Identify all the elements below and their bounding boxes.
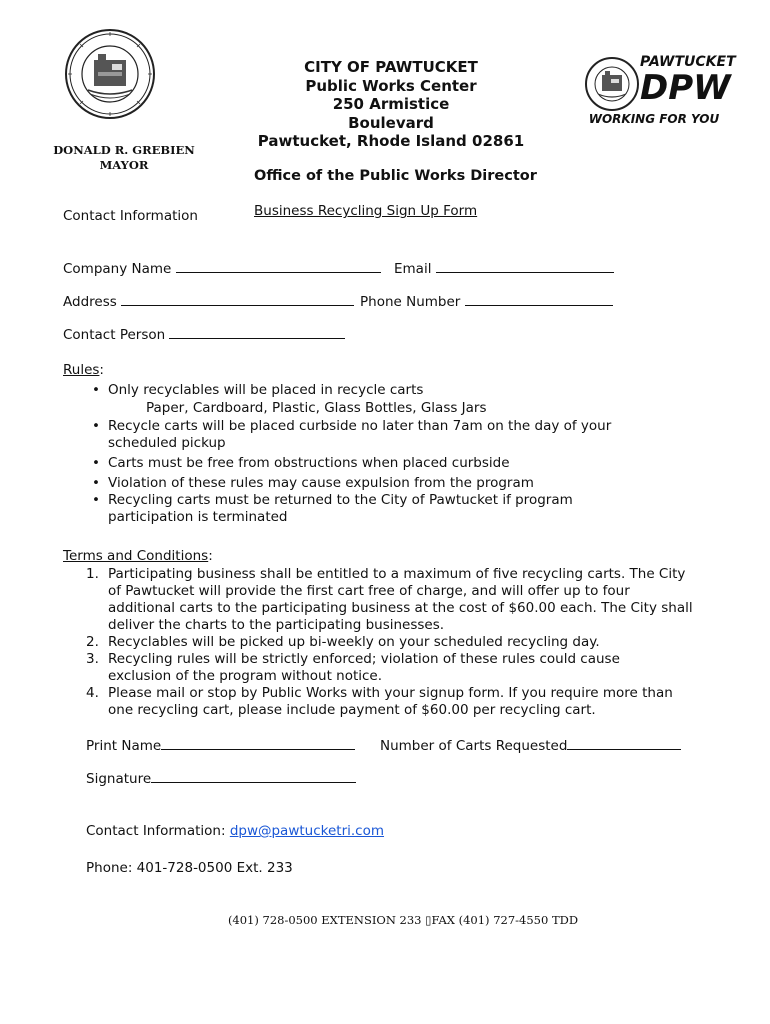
term-item: 4. Please mail or stop by Public Works with your signup form. If you require more than one recycling cart, please include payment of $60.00 per recycling cart. [86, 685, 673, 718]
terms-list [86, 566, 694, 719]
phone-number-field[interactable] [465, 293, 613, 306]
dpw-logo-top: PAWTUCKET [640, 54, 736, 70]
dpw-logo-main: DPW [640, 68, 731, 108]
phone-line: Phone: 401-728-0500 Ext. 233 [86, 860, 293, 876]
rule-item: • Carts must be free from obstructions when placed curbside [86, 455, 646, 472]
phone-number-label: Phone Number [360, 294, 461, 310]
contact-person-field[interactable] [169, 326, 345, 339]
signature-field[interactable] [151, 770, 356, 783]
rule-item: • Only recyclables will be placed in recycle carts [86, 382, 646, 399]
rules-heading: Rules [63, 362, 100, 378]
term-item: 3. Recycling rules will be strictly enforced; violation of these rules could cause exclusion of the program without notice. [86, 651, 620, 684]
mayor-title: MAYOR [99, 158, 149, 172]
rule-item: • Recycling carts must be returned to the City of Pawtucket if program participation is terminated [86, 492, 646, 526]
address-field[interactable] [121, 293, 354, 306]
form-title: Business Recycling Sign Up Form [254, 203, 478, 219]
city-seal [64, 28, 156, 120]
rule-item: • Recycle carts will be placed curbside no later than 7am on the day of your scheduled pickup [86, 418, 646, 452]
contact-person-label: Contact Person [63, 327, 166, 343]
street-address: 250 Armistice [332, 95, 450, 113]
carts-requested-label: Number of Carts Requested [380, 738, 568, 754]
mayor-name: DONALD R. GREBIEN [53, 143, 195, 157]
city-state-zip: Pawtucket, Rhode Island 02861 [257, 132, 525, 150]
term-item: 1. Participating business shall be entitled to a maximum of five recycling carts. The City of Pawtucket will provide the first cart free of charge, and will offer up to four additional carts to the participating business at the cost of $60.00 each. The City shall deliver the charts to the participating businesses. [86, 566, 693, 633]
dpw-logo [584, 54, 736, 130]
company-name-field[interactable] [176, 260, 381, 273]
rule-item: • Violation of these rules may cause expulsion from the program [86, 475, 646, 492]
address-label: Address [63, 294, 117, 310]
email-label: Email [394, 261, 432, 277]
contact-email-link[interactable]: dpw@pawtucketri.com [229, 823, 385, 839]
email-field[interactable] [436, 260, 614, 273]
signature-label: Signature [86, 771, 152, 787]
dpw-logo-tagline: WORKING FOR YOU [588, 112, 720, 126]
footer-contact: (401) 728-0500 EXTENSION 233 ▯FAX (401) 727-4550 TDD [227, 913, 579, 927]
department-name: Public Works Center [305, 76, 477, 95]
carts-requested-field[interactable] [567, 737, 681, 750]
company-name-label: Company Name [63, 261, 172, 277]
print-name-field[interactable] [161, 737, 355, 750]
contact-information-label: Contact Information: [86, 823, 226, 839]
office-title: Office of the Public Works Director [254, 168, 537, 184]
rules-list [86, 382, 646, 526]
print-name-label: Print Name [86, 738, 162, 754]
street-suffix: Boulevard [348, 113, 434, 132]
rule-materials: Paper, Cardboard, Plastic, Glass Bottles, Glass Jars [146, 400, 487, 416]
terms-heading: Terms and Conditions [63, 548, 209, 564]
contact-info-label: Contact Information [63, 208, 198, 224]
city-name: CITY OF PAWTUCKET [304, 58, 478, 76]
term-item: 2. Recyclables will be picked up bi-weekly on your scheduled recycling day. [86, 634, 600, 650]
